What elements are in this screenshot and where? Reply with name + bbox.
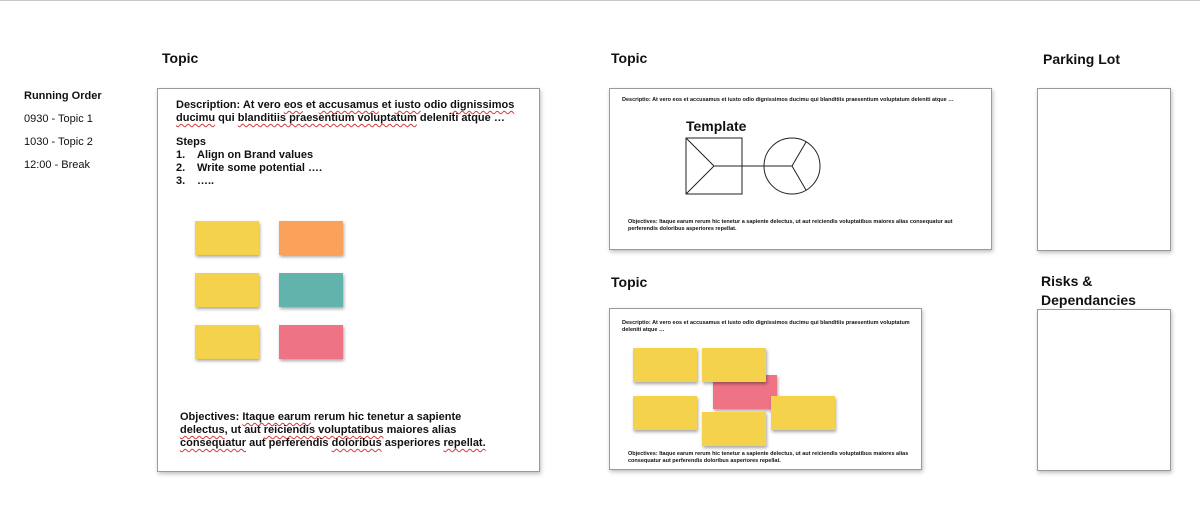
sticky-note[interactable]	[195, 273, 259, 307]
sticky-note[interactable]	[771, 396, 835, 430]
template-title: Template	[686, 118, 747, 134]
parking-lot-heading: Parking Lot	[1043, 51, 1121, 67]
sticky-note[interactable]	[633, 348, 697, 382]
main-topic-heading: Topic	[162, 50, 199, 66]
step-item: 2. Write some potential ….	[176, 162, 323, 174]
risks-heading: Risks & Dependancies	[1041, 273, 1136, 308]
risks-panel[interactable]	[1037, 309, 1171, 471]
step-item: 1. Align on Brand values	[176, 149, 314, 161]
steps-list	[176, 149, 322, 188]
sticky-note[interactable]	[195, 221, 259, 255]
template-topic-heading: Topic	[611, 50, 648, 66]
sticky-note[interactable]	[702, 412, 766, 446]
sticky-note[interactable]	[279, 325, 343, 359]
running-order-item-2[interactable]: 1030 - Topic 2	[24, 136, 93, 148]
running-order-title: Running Order	[24, 90, 102, 102]
sticky-note[interactable]	[702, 348, 766, 382]
main-description-label: Description:	[176, 99, 241, 111]
main-objectives: Objectives: Itaque earum rerum hic tenetur a sapiente delectus, ut aut reiciendis voluptatibus maiores alias consequatur aut perferendis doloribus asperiores repellat.	[180, 411, 486, 449]
parking-lot-panel[interactable]	[1037, 88, 1171, 251]
stickies-objectives: Objectives: Itaque earum rerum hic tenetur a sapiente delectus, ut aut reiciendis voluptatibus maiores alias consequatur aut perferendis doloribus asperiores repellat.	[628, 451, 909, 464]
template-objectives: Objectives: Itaque earum rerum hic tenetur a sapiente delectus, ut aut reiciendis voluptatibus maiores alias consequatur aut perferendis doloribus asperiores repellat.	[628, 219, 953, 232]
main-objectives-label: Objectives:	[180, 411, 240, 423]
stickies-description: Descriptio: At vero eos et accusamus et iusto odio dignissimos ducimu qui blanditiis praesentium voluptatum deleniti atque …	[622, 320, 910, 333]
stickies-topic-panel[interactable]	[609, 308, 922, 470]
running-order-item-3[interactable]: 12:00 - Break	[24, 159, 91, 171]
top-divider	[0, 0, 1200, 1]
sticky-note[interactable]	[279, 273, 343, 307]
steps-title: Steps	[176, 136, 206, 148]
template-diagram[interactable]	[684, 136, 824, 196]
step-item: 3. …..	[176, 175, 215, 187]
stickies-topic-heading: Topic	[611, 274, 648, 290]
template-description: Descriptio: At vero eos et accusamus et iusto odio dignissimos ducimu qui blanditiis praesentium voluptatum deleniti atque …	[622, 97, 954, 103]
sticky-note[interactable]	[279, 221, 343, 255]
running-order-item-1[interactable]: 0930 - Topic 1	[24, 113, 93, 125]
template-topic-panel[interactable]	[609, 88, 992, 250]
main-description: Description: At vero eos et accusamus et iusto odio dignissimos ducimu qui blanditiis praesentium voluptatum deleniti atque …	[176, 99, 515, 124]
sticky-note[interactable]	[195, 325, 259, 359]
sticky-note[interactable]	[633, 396, 697, 430]
main-topic-panel[interactable]	[157, 88, 540, 472]
